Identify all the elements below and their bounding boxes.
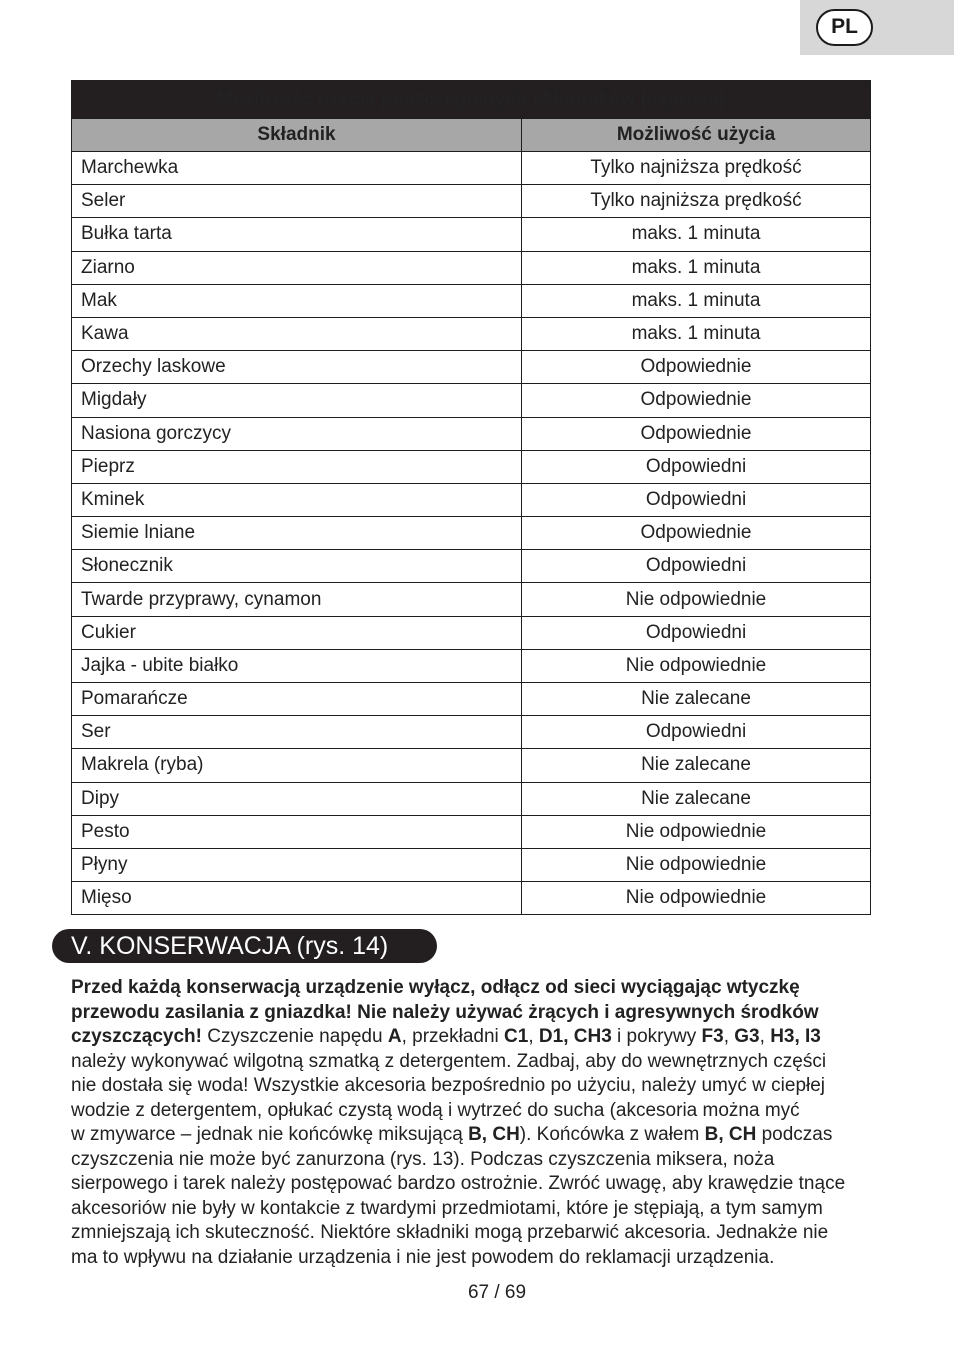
- paragraph-line: [71, 1025, 893, 1050]
- usage-cell: Nie odpowiednie: [522, 815, 871, 848]
- ingredient-cell: Marchewka: [72, 152, 522, 185]
- table-title: Możliwość użycia poszczególnych składników (express): [72, 81, 871, 119]
- table-row: [72, 550, 871, 583]
- language-tab: [800, 0, 954, 55]
- ingredient-cell: Nasiona gorczycy: [72, 417, 522, 450]
- table-row: [72, 782, 871, 815]
- paragraph-line: [71, 1001, 893, 1026]
- ingredient-cell: Pesto: [72, 815, 522, 848]
- text-segment: ,: [723, 1026, 735, 1047]
- ingredient-cell: Makrela (ryba): [72, 749, 522, 782]
- paragraph-line: [71, 1197, 893, 1222]
- usage-cell: Nie zalecane: [522, 782, 871, 815]
- text-segment: nie dostała się woda! Wszystkie akcesoria bezpośrednio po użyciu, należy umyć w ciepłej: [71, 1075, 826, 1096]
- ingredient-cell: Twarde przyprawy, cynamon: [72, 583, 522, 616]
- usage-cell: Odpowiednie: [522, 417, 871, 450]
- usage-cell: Nie odpowiednie: [522, 848, 871, 881]
- table-row: [72, 417, 871, 450]
- ingredient-cell: Płyny: [72, 848, 522, 881]
- bold-text: G3: [734, 1026, 760, 1047]
- ingredient-cell: Kminek: [72, 483, 522, 516]
- table-row: [72, 284, 871, 317]
- table-row: [72, 815, 871, 848]
- ingredient-cell: Siemie lniane: [72, 517, 522, 550]
- usage-cell: Tylko najniższa prędkość: [522, 185, 871, 218]
- text-segment: ma to wpływu na działanie urządzenia i nie jest powodem do reklamacji urządzenia.: [71, 1246, 775, 1268]
- usage-cell: Tylko najniższa prędkość: [522, 152, 871, 185]
- paragraph-line: [71, 1050, 893, 1075]
- text-segment: ,: [528, 1026, 539, 1047]
- paragraph-line: [71, 1148, 893, 1173]
- usage-cell: maks. 1 minuta: [522, 284, 871, 317]
- bold-text: czyszczących!: [71, 1026, 202, 1047]
- table-row: [72, 683, 871, 716]
- ingredient-cell: Bułka tarta: [72, 218, 522, 251]
- usage-cell: Nie zalecane: [522, 683, 871, 716]
- ingredient-cell: Orzechy laskowe: [72, 351, 522, 384]
- ingredient-cell: Jajka - ubite białko: [72, 649, 522, 682]
- paragraph-line: [71, 976, 893, 1001]
- table-row: [72, 384, 871, 417]
- usage-cell: Odpowiedni: [522, 483, 871, 516]
- usage-cell: Nie odpowiednie: [522, 882, 871, 915]
- bold-text: H3, I3: [770, 1026, 821, 1047]
- table-row: [72, 649, 871, 682]
- bold-text: D1, CH3: [538, 1026, 612, 1047]
- section-heading: V. KONSERWACJA (rys. 14): [52, 929, 437, 963]
- usage-cell: Odpowiednie: [522, 384, 871, 417]
- table-row: [72, 152, 871, 185]
- usage-cell: maks. 1 minuta: [522, 218, 871, 251]
- ingredient-usage-table: [71, 80, 871, 915]
- language-badge: PL: [816, 9, 873, 46]
- text-segment: ,: [759, 1026, 771, 1047]
- paragraph-line: [71, 1123, 893, 1148]
- bold-text: C1: [504, 1026, 529, 1047]
- text-segment: należy wykonywać wilgotną szmatką z detergentem. Zadbaj, aby do wewnętrznych części: [71, 1050, 827, 1072]
- table-row: [72, 583, 871, 616]
- text-segment: zmniejszają ich skuteczność. Niektóre składniki mogą przebarwić akcesoria. Jednakże nie: [71, 1222, 829, 1243]
- usage-cell: Odpowiednie: [522, 517, 871, 550]
- usage-cell: Odpowiedni: [522, 450, 871, 483]
- paragraph-line: [71, 1172, 893, 1197]
- ingredient-cell: Seler: [72, 185, 522, 218]
- text-segment: czyszczenia nie może być zanurzona (rys. 13). Podczas czyszczenia miksera, noża: [71, 1148, 775, 1170]
- usage-cell: maks. 1 minuta: [522, 317, 871, 350]
- ingredient-cell: Dipy: [72, 782, 522, 815]
- table-row: [72, 882, 871, 915]
- usage-cell: Nie odpowiednie: [522, 649, 871, 682]
- table-row: [72, 317, 871, 350]
- bold-text: F3: [701, 1026, 724, 1047]
- maintenance-paragraph: [71, 976, 893, 1270]
- table-row: [72, 749, 871, 782]
- ingredient-cell: Pieprz: [72, 450, 522, 483]
- paragraph-line: [71, 1221, 893, 1246]
- table-row: [72, 517, 871, 550]
- ingredient-cell: Cukier: [72, 616, 522, 649]
- ingredient-cell: Ser: [72, 716, 522, 749]
- text-segment: w zmywarce – jednak nie końcówkę miksującą: [71, 1124, 469, 1145]
- table-row: [72, 616, 871, 649]
- bold-text: Przed każdą konserwacją urządzenie wyłącz, odłącz od sieci wyciągając wtyczkę: [71, 977, 800, 998]
- paragraph-line: [71, 1246, 893, 1271]
- usage-cell: Odpowiednie: [522, 351, 871, 384]
- table-row: [72, 251, 871, 284]
- ingredient-cell: Ziarno: [72, 251, 522, 284]
- text-segment: sierpowego i tarek należy postępować bardzo ostrożnie. Zwróć uwagę, aby krawędzie tnące: [71, 1173, 846, 1194]
- bold-text: przewodu zasilania z gniazdka! Nie należy używać żrących i agresywnych środków: [71, 1001, 819, 1023]
- ingredient-cell: Migdały: [72, 384, 522, 417]
- ingredient-cell: Mięso: [72, 882, 522, 915]
- usage-cell: maks. 1 minuta: [522, 251, 871, 284]
- text-segment: wodzie z detergentem, opłukać czystą wodą i wytrzeć do sucha (akcesoria można myć: [71, 1099, 800, 1121]
- text-segment: i pokrywy: [611, 1026, 702, 1047]
- page-number: 67 / 69: [467, 1282, 527, 1303]
- table-body: [72, 152, 871, 915]
- text-segment: ). Końcówka z wałem: [519, 1124, 705, 1145]
- usage-cell: Odpowiedni: [522, 616, 871, 649]
- table-row: [72, 185, 871, 218]
- paragraph-line: [71, 1074, 893, 1099]
- table-row: [72, 848, 871, 881]
- ingredient-cell: Pomarańcze: [72, 683, 522, 716]
- bold-text: B, CH: [704, 1124, 757, 1145]
- table-row: [72, 351, 871, 384]
- table-row: [72, 483, 871, 516]
- text-segment: Czyszczenie napędu: [201, 1026, 388, 1047]
- table-row: [72, 218, 871, 251]
- usage-cell: Odpowiedni: [522, 716, 871, 749]
- table-row: [72, 450, 871, 483]
- usage-cell: Nie odpowiednie: [522, 583, 871, 616]
- bold-text: B, CH: [468, 1124, 520, 1145]
- ingredient-cell: Kawa: [72, 317, 522, 350]
- text-segment: podczas: [756, 1124, 833, 1145]
- text-segment: akcesoriów nie były w kontakcie z twardymi przedmiotami, które je stępiają, a tym samym: [71, 1197, 823, 1219]
- column-header-usage: Możliwość użycia: [522, 119, 871, 152]
- table-row: [72, 716, 871, 749]
- usage-cell: Nie zalecane: [522, 749, 871, 782]
- ingredient-cell: Mak: [72, 284, 522, 317]
- text-segment: , przekładni: [401, 1026, 505, 1047]
- paragraph-line: [71, 1099, 893, 1124]
- ingredient-cell: Słonecznik: [72, 550, 522, 583]
- column-header-ingredient: Składnik: [72, 119, 522, 152]
- usage-cell: Odpowiedni: [522, 550, 871, 583]
- bold-text: A: [387, 1026, 402, 1047]
